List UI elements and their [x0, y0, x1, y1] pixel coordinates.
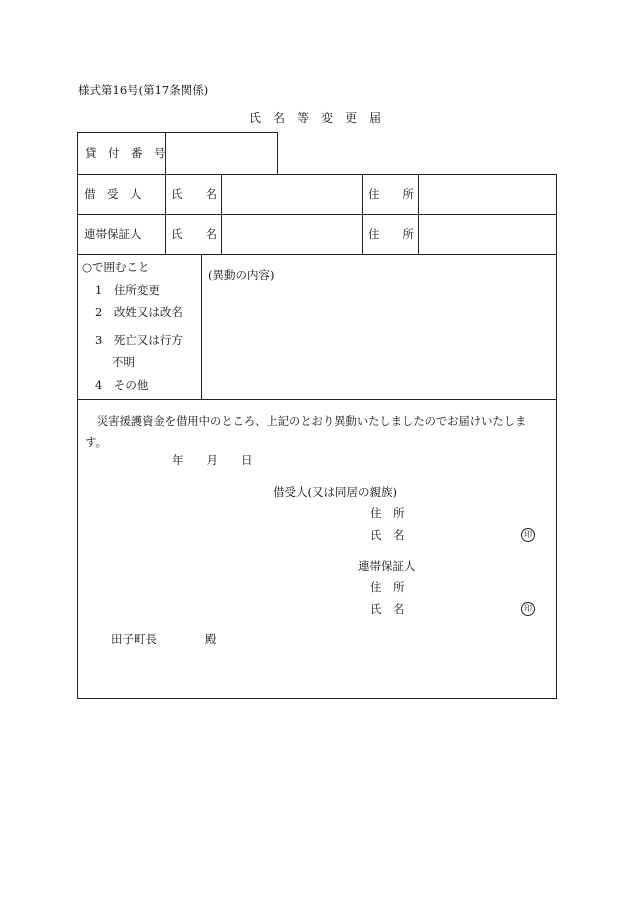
sig-borrower-address-label: 住 所 [370, 506, 405, 520]
change-content-label: (異動の内容) [208, 268, 275, 282]
option-item[interactable]: 3 死亡又は行方 [95, 333, 183, 347]
recipient-town: 田子町長 [111, 632, 157, 646]
borrower-name-label: 氏 名 [171, 187, 217, 201]
statement-line-1: 災害援護資金を借用中のところ、上記のとおり異動いたしましたのでお届けいたしま [97, 415, 527, 428]
loan-number-label: 貸 付 番 号 [85, 146, 166, 160]
statement-line-2: す。 [85, 435, 108, 449]
guarantor-address-field[interactable] [424, 220, 550, 248]
recipient-honorific: 殿 [205, 632, 217, 646]
option-item[interactable]: 4 その他 [95, 378, 149, 392]
date-line: 年 月 日 [172, 453, 253, 467]
sig-guarantor-name-label: 氏 名 [370, 602, 405, 616]
guarantor-label: 連帯保証人 [84, 227, 142, 241]
borrower-address-label: 住 所 [368, 187, 414, 201]
borrower-address-field[interactable] [424, 180, 550, 208]
option-item[interactable]: 2 改姓又は改名 [95, 305, 183, 319]
borrower-label: 借 受 人 [84, 187, 142, 201]
seal-icon: 印 [521, 602, 535, 616]
seal-icon: 印 [521, 528, 535, 542]
sig-guarantor-title: 連帯保証人 [358, 559, 416, 573]
change-content-field[interactable] [208, 286, 550, 391]
form-title: 氏 名 等 変 更 届 [249, 111, 382, 125]
guarantor-name-field[interactable] [226, 220, 356, 248]
form-number: 様式第16号(第17条関係) [78, 83, 209, 97]
sig-borrower-title: 借受人(又は同居の親族) [273, 485, 397, 499]
borrower-name-field[interactable] [226, 180, 356, 208]
option-item[interactable]: 1 住所変更 [95, 283, 160, 297]
sig-guarantor-address-label: 住 所 [370, 580, 405, 594]
loan-number-field[interactable] [170, 145, 270, 165]
sig-borrower-name-label: 氏 名 [370, 528, 405, 542]
circle-instruction: ○で囲むこと [82, 260, 150, 274]
guarantor-name-label: 氏 名 [171, 227, 217, 241]
guarantor-address-label: 住 所 [368, 227, 414, 241]
option-item-continued[interactable]: 不明 [112, 355, 135, 369]
